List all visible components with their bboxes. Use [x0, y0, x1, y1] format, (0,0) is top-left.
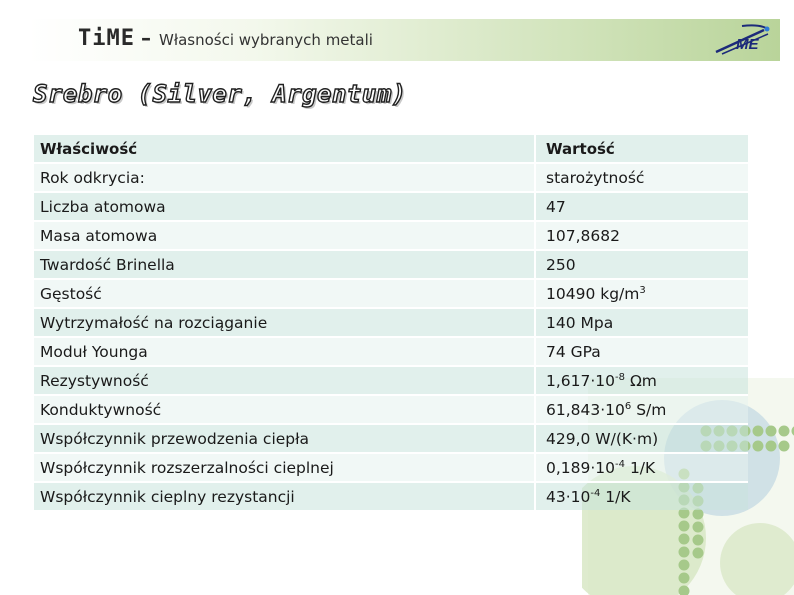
value-text: 74 GPa [546, 342, 601, 361]
value-cell [535, 221, 748, 250]
table-row [34, 308, 748, 337]
column-header-value: Wartość [535, 134, 748, 163]
property-cell: Masa atomowa [34, 221, 535, 250]
table-row [34, 453, 748, 482]
value-cell [535, 395, 748, 424]
value-cell [535, 250, 748, 279]
decor-dot [753, 441, 764, 452]
decor-dot [779, 441, 790, 452]
value-exponent: 6 [624, 400, 632, 412]
column-header-property: Właściwość [34, 134, 535, 163]
decor-dot [679, 560, 690, 571]
brand-name: TiME [78, 26, 135, 51]
property-cell: Współczynnik rozszerzalności cieplnej [34, 453, 535, 482]
value-text: starożytność [546, 168, 645, 187]
decor-dot [693, 535, 704, 546]
value-cell [535, 453, 748, 482]
property-cell: Gęstość [34, 279, 535, 308]
value-cell [535, 366, 748, 395]
decor-dot [693, 509, 704, 520]
table-row [34, 163, 748, 192]
property-cell: Twardość Brinella [34, 250, 535, 279]
table-row [34, 337, 748, 366]
decor-dot [753, 426, 764, 437]
header-title [78, 26, 373, 56]
property-cell: Współczynnik cieplny rezystancji [34, 482, 535, 510]
value-exponent: -8 [615, 371, 626, 383]
value-exponent: 3 [639, 284, 646, 296]
property-cell: Liczba atomowa [34, 192, 535, 221]
value-cell [535, 279, 748, 308]
property-cell: Wytrzymałość na rozciąganie [34, 308, 535, 337]
property-cell: Moduł Younga [34, 337, 535, 366]
property-cell: Rok odkrycia: [34, 163, 535, 192]
page-heading: Srebro (Silver, Argentum) [33, 80, 407, 108]
decor-dot [766, 441, 777, 452]
table-row [34, 221, 748, 250]
properties-table [34, 133, 748, 510]
decor-dot [693, 522, 704, 533]
property-cell: Rezystywność [34, 366, 535, 395]
table-row [34, 279, 748, 308]
value-unit: 1/K [625, 458, 656, 477]
decor-dot [779, 426, 790, 437]
logo-text: ME [736, 36, 759, 53]
property-cell: Współczynnik przewodzenia ciepła [34, 424, 535, 453]
value-text: 250 [546, 255, 576, 274]
value-cell [535, 192, 748, 221]
value-unit: Ωm [625, 371, 657, 390]
decor-dot [766, 426, 777, 437]
decor-dot [679, 547, 690, 558]
value-cell [535, 337, 748, 366]
value-text: 140 Mpa [546, 313, 614, 332]
value-text: 10490 kg/m [546, 284, 640, 303]
value-text: 43·10 [546, 487, 591, 506]
value-text: 0,189·10 [546, 458, 616, 477]
title-dash: – [140, 26, 151, 50]
value-text: 429,0 W/(K·m) [546, 429, 659, 448]
time-logo-icon [712, 22, 772, 58]
value-cell [535, 482, 748, 510]
value-exponent: -4 [615, 458, 626, 470]
value-text: 107,8682 [546, 226, 620, 245]
value-unit: 1/K [600, 487, 631, 506]
table-row [34, 366, 748, 395]
value-text: 61,843·10 [546, 400, 625, 419]
value-text: 47 [546, 197, 566, 216]
decor-dot [693, 548, 704, 559]
decor-dot [679, 573, 690, 584]
table-row [34, 395, 748, 424]
table-row [34, 192, 748, 221]
value-cell [535, 308, 748, 337]
property-cell: Konduktywność [34, 395, 535, 424]
table-row [34, 250, 748, 279]
value-unit: S/m [631, 400, 667, 419]
header-subtitle: Własności wybranych metali [158, 31, 373, 49]
value-cell [535, 163, 748, 192]
decor-dot [679, 521, 690, 532]
value-exponent: -4 [590, 487, 601, 499]
table-row [34, 424, 748, 453]
decor-dot [679, 534, 690, 545]
value-cell [535, 424, 748, 453]
table-row [34, 482, 748, 510]
value-text: 1,617·10 [546, 371, 616, 390]
table-header-row [34, 134, 748, 163]
